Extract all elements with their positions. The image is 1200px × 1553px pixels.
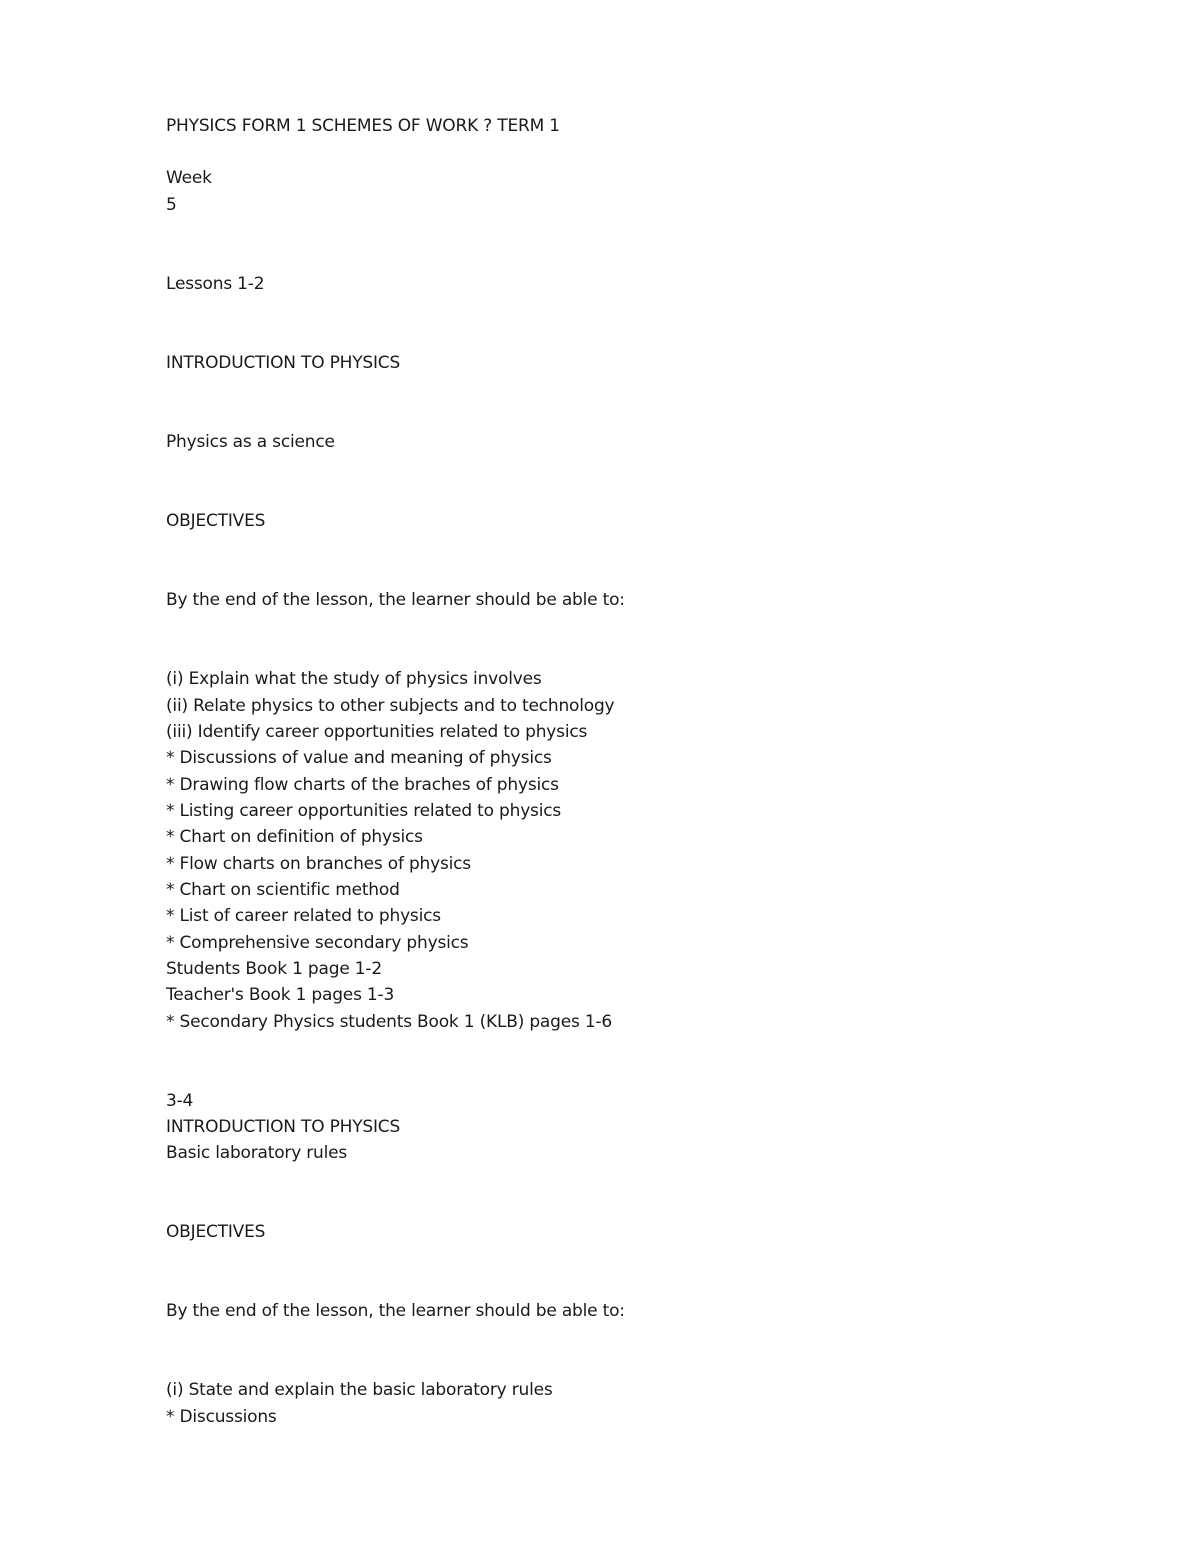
lesson-2-topic: INTRODUCTION TO PHYSICS [166, 1117, 401, 1137]
lesson-1-resource: * Flow charts on branches of physics [166, 854, 471, 874]
document-title: PHYSICS FORM 1 SCHEMES OF WORK ? TERM 1 [166, 116, 560, 136]
lesson-1-topic: INTRODUCTION TO PHYSICS [166, 353, 401, 373]
lesson-1-resource: Students Book 1 page 1-2 [166, 959, 382, 979]
lesson-1-resource: * Secondary Physics students Book 1 (KLB) pages 1-6 [166, 1012, 613, 1032]
lesson-1-objective: (i) Explain what the study of physics involves [166, 669, 542, 689]
lesson-1-resource: * List of career related to physics [166, 906, 441, 926]
lesson-1-resource: * Chart on definition of physics [166, 827, 423, 847]
lesson-1-objective: (ii) Relate physics to other subjects and to technology [166, 696, 615, 716]
lesson-1-activity: * Listing career opportunities related to physics [166, 801, 562, 821]
lesson-1-resource: * Chart on scientific method [166, 880, 400, 900]
lesson-1-subtopic: Physics as a science [166, 432, 335, 452]
week-label: Week [166, 168, 212, 188]
lesson-1-objectives-heading: OBJECTIVES [166, 511, 266, 531]
lesson-1-resource: * Comprehensive secondary physics [166, 933, 469, 953]
lesson-1-objective: (iii) Identify career opportunities related to physics [166, 722, 588, 742]
lesson-2-objective: (i) State and explain the basic laboratory rules [166, 1380, 553, 1400]
week-number: 5 [166, 195, 177, 215]
lesson-1-activity: * Discussions of value and meaning of physics [166, 748, 552, 768]
lesson-1-lessons: Lessons 1-2 [166, 274, 265, 294]
lesson-2-lessons: 3-4 [166, 1091, 194, 1111]
lesson-1-resource: Teacher's Book 1 pages 1-3 [166, 985, 395, 1005]
lesson-1-objectives-intro: By the end of the lesson, the learner should be able to: [166, 590, 625, 610]
lesson-2-subtopic: Basic laboratory rules [166, 1143, 348, 1163]
lesson-1-activity: * Drawing flow charts of the braches of physics [166, 775, 559, 795]
lesson-2-objectives-heading: OBJECTIVES [166, 1222, 266, 1242]
lesson-2-objectives-intro: By the end of the lesson, the learner should be able to: [166, 1301, 625, 1321]
lesson-2-activity: * Discussions [166, 1407, 277, 1427]
